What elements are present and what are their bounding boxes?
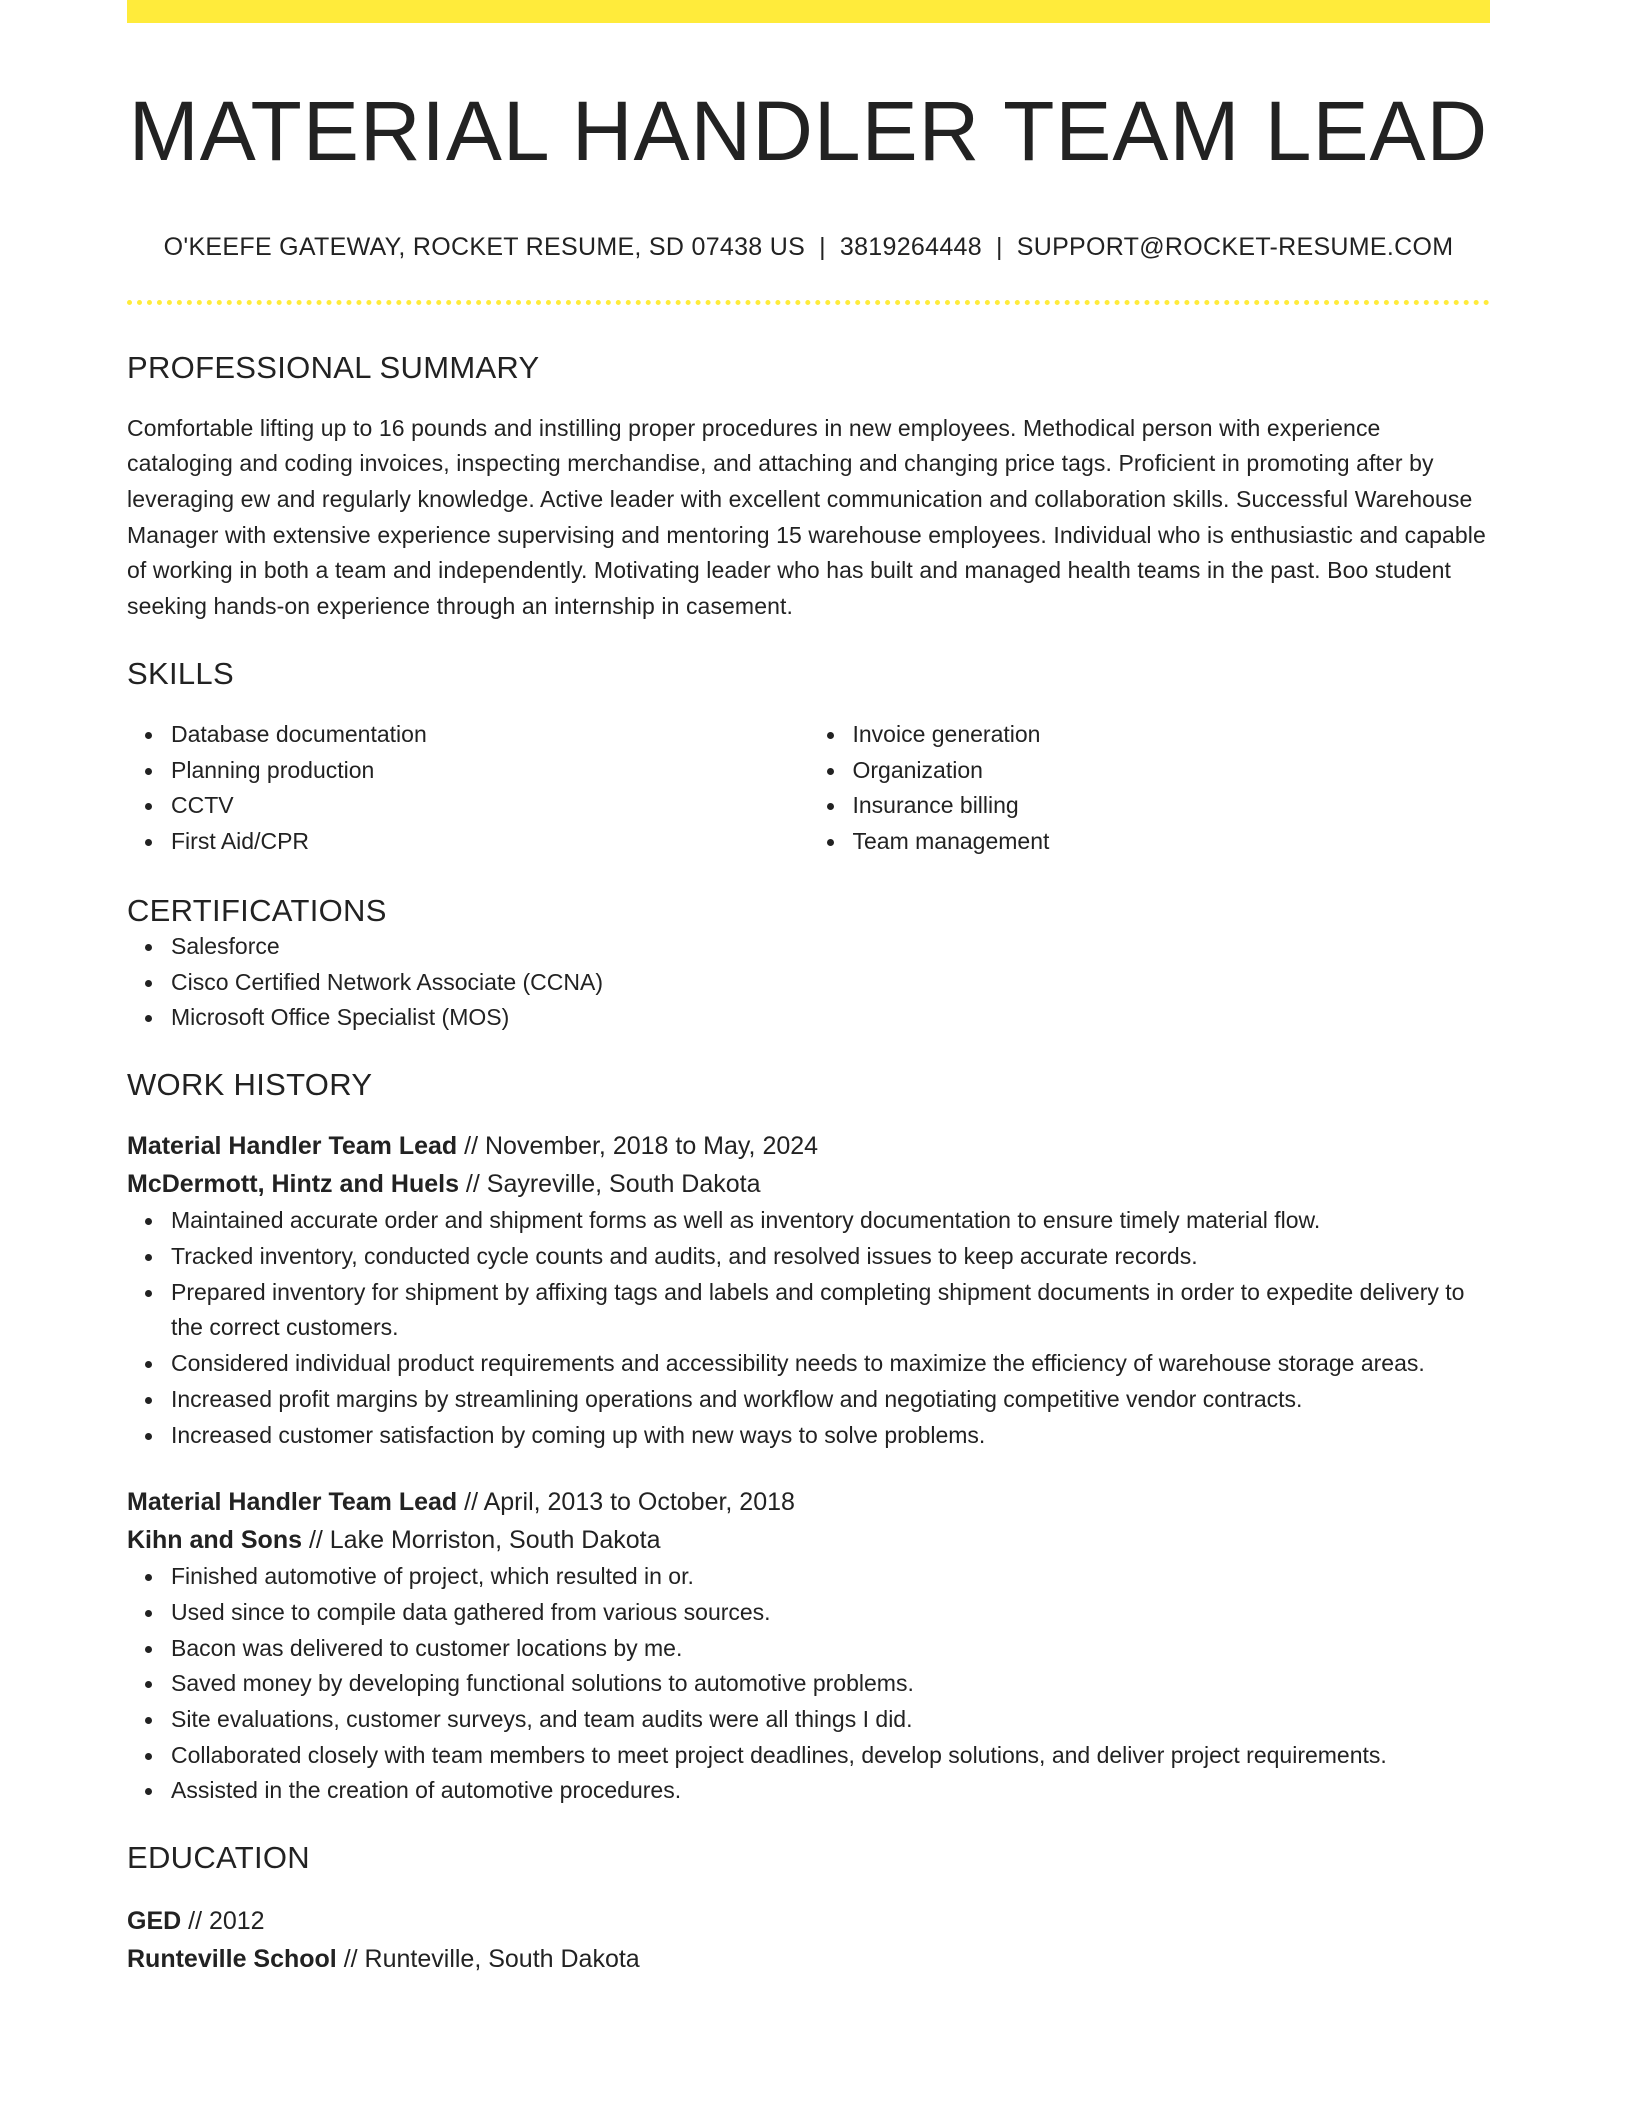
job-location: // Sayreville, South Dakota	[458, 1170, 761, 1199]
job-role: Material Handler Team Lead	[127, 1132, 458, 1161]
education-year: // 2012	[181, 1907, 265, 1936]
education-heading: EDUCATION	[127, 1840, 310, 1876]
certification-item: Cisco Certified Network Associate (CCNA)	[171, 965, 1490, 1001]
job-duty: Saved money by developing functional solutions to automotive problems.	[171, 1666, 1490, 1702]
top-accent-bar	[127, 0, 1490, 23]
resume-page	[127, 0, 1490, 1978]
skill-item: CCTV	[171, 788, 809, 824]
job-title-line	[127, 1483, 1490, 1521]
contact-phone: 3819264448	[839, 233, 982, 262]
certification-item: Salesforce	[171, 929, 1490, 965]
skills-list-right	[809, 717, 1491, 860]
contact-address: O'KEEFE GATEWAY, ROCKET RESUME, SD 07438 US	[163, 233, 806, 262]
job-duties-list	[127, 1559, 1490, 1809]
contact-line	[127, 233, 1490, 262]
job-location: // Lake Morriston, South Dakota	[302, 1526, 661, 1555]
job-dates: // November, 2018 to May, 2024	[457, 1132, 819, 1161]
job-duty: Site evaluations, customer surveys, and team audits were all things I did.	[171, 1702, 1490, 1738]
skill-item: Planning production	[171, 753, 809, 789]
job-company: McDermott, Hintz and Huels	[127, 1170, 459, 1199]
job-dates: // April, 2013 to October, 2018	[457, 1488, 795, 1517]
skills-list-left	[127, 717, 809, 860]
contact-separator: |	[819, 233, 826, 262]
summary-heading: PROFESSIONAL SUMMARY	[127, 350, 540, 386]
job-duty: Bacon was delivered to customer locations by me.	[171, 1631, 1490, 1667]
summary-text: Comfortable lifting up to 16 pounds and instilling proper procedures in new employees. Methodical person with experience cataloging and coding invoices, inspecting merchandise, and attaching and changing price tags. Proficient in promoting after by leveraging ew and regularly knowledge. Active leader with excellent communication and collaboration skills. Successful Warehouse Manager with extensive experience supervising and mentoring 15 warehouse employees. Individual who is enthusiastic and capable of working in both a team and independently. Motivating leader who has built and managed health teams in the past. Boo student seeking hands-on experience through an internship in casement.	[127, 414, 1486, 620]
certifications-heading: CERTIFICATIONS	[127, 892, 387, 928]
skill-item: Database documentation	[171, 717, 809, 753]
education-degree-line	[127, 1902, 1490, 1940]
job-company-line	[127, 1165, 1490, 1203]
contact-separator: |	[995, 233, 1003, 262]
job-duties-list	[127, 1203, 1490, 1453]
certifications-list	[127, 929, 1490, 1036]
skill-item: First Aid/CPR	[171, 824, 809, 860]
job-duty: Assisted in the creation of automotive procedures.	[171, 1773, 1490, 1809]
job-company-line	[127, 1521, 1490, 1559]
job-duty: Considered individual product requirements and accessibility needs to maximize the efficiency of warehouse storage areas.	[171, 1346, 1490, 1382]
contact-email: SUPPORT@ROCKET-RESUME.COM	[1016, 233, 1454, 262]
job-duty: Used since to compile data gathered from various sources.	[171, 1595, 1490, 1631]
job-company: Kihn and Sons	[127, 1526, 302, 1555]
skill-item: Organization	[853, 753, 1491, 789]
education-degree: GED	[127, 1907, 182, 1936]
job-duty: Prepared inventory for shipment by affixing tags and labels and completing shipment documents in order to expedite delivery to the correct customers.	[171, 1275, 1490, 1346]
skills-grid	[127, 717, 1490, 860]
skill-item: Team management	[853, 824, 1491, 860]
skill-item: Invoice generation	[853, 717, 1491, 753]
skill-item: Insurance billing	[853, 788, 1491, 824]
skills-heading: SKILLS	[127, 655, 234, 691]
job-duty: Collaborated closely with team members to meet project deadlines, develop solutions, and deliver project requirements.	[171, 1738, 1490, 1774]
job-duty: Tracked inventory, conducted cycle counts and audits, and resolved issues to keep accurate records.	[171, 1239, 1490, 1275]
education-school-line	[127, 1940, 1490, 1978]
job-role: Material Handler Team Lead	[127, 1488, 458, 1517]
job-duty: Maintained accurate order and shipment forms as well as inventory documentation to ensure timely material flow.	[171, 1203, 1490, 1239]
job-duty: Increased customer satisfaction by coming up with new ways to solve problems.	[171, 1418, 1490, 1454]
dotted-divider	[127, 300, 1490, 305]
work-history-heading: WORK HISTORY	[127, 1067, 373, 1103]
job-duty: Finished automotive of project, which resulted in or.	[171, 1559, 1490, 1595]
candidate-name: MATERIAL HANDLER TEAM LEAD	[128, 84, 1489, 178]
education-location: // Runteville, South Dakota	[336, 1945, 640, 1974]
certification-item: Microsoft Office Specialist (MOS)	[171, 1000, 1490, 1036]
job-duty: Increased profit margins by streamlining operations and workflow and negotiating competitive vendor contracts.	[171, 1382, 1490, 1418]
education-school: Runteville School	[127, 1945, 337, 1974]
job-title-line	[127, 1127, 1490, 1165]
